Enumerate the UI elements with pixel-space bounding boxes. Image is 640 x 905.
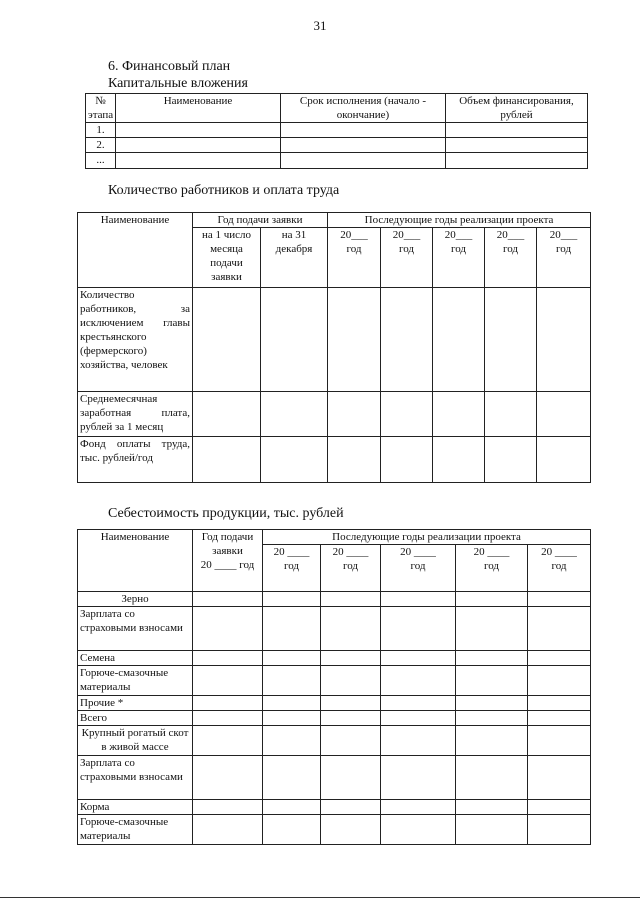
table-row	[78, 696, 591, 711]
table-row	[78, 607, 591, 651]
table-row	[86, 138, 588, 153]
header-first-day-of-month: на 1 число месяца подачи заявки	[193, 228, 261, 288]
header-subsequent-years: Последующие годы реализации проекта	[328, 213, 591, 228]
row-label: Горюче-смазочные материалы	[78, 666, 193, 696]
term-cell	[281, 153, 446, 169]
header-year-4: 20___ год	[485, 228, 537, 288]
header-application-year: Год подачи заявки 20 ____ год	[193, 530, 263, 592]
funding-cell	[446, 138, 588, 153]
row-label: Корма	[78, 800, 193, 815]
header-year-3: 20___ год	[433, 228, 485, 288]
page-number: 31	[313, 18, 327, 33]
header-year-3: 20 ____ год	[381, 545, 456, 592]
header-year-1: 20 ____ год	[263, 545, 321, 592]
funding-cell	[446, 123, 588, 138]
header-december-31: на 31 декабря	[261, 228, 328, 288]
page-bottom-divider	[0, 897, 640, 898]
name-cell	[116, 153, 281, 169]
header-subsequent-years: Последующие годы реализации проекта	[263, 530, 591, 545]
stage-number: 2.	[86, 138, 116, 153]
cost-title: Себестоимость продукции, тыс. рублей	[108, 506, 344, 521]
header-name: Наименование	[78, 530, 193, 592]
header-name: Наименование	[116, 94, 281, 123]
header-year-5: 20___ год	[537, 228, 591, 288]
table-row	[78, 756, 591, 800]
row-label-wage-fund: Фонд оплаты труда, тыс. рублей/год	[78, 437, 193, 483]
workers-table	[77, 212, 591, 483]
row-label-average-salary: Среднемесячная заработная плата, рублей за 1 месяц	[78, 392, 193, 437]
table-row	[78, 288, 591, 392]
table-row	[86, 123, 588, 138]
table-row	[78, 437, 591, 483]
header-year-4: 20 ____ год	[456, 545, 528, 592]
table-row	[78, 726, 591, 756]
header-term: Срок исполнения (начало - окончание)	[281, 94, 446, 123]
row-label: Зарплата со страховыми взносами	[78, 607, 193, 651]
row-label: Всего	[78, 711, 193, 726]
table-row	[78, 592, 591, 607]
row-label-workers-count: Количество работников, за исключением главы крестьянского (фермерского) хозяйства, человек	[78, 288, 193, 392]
header-stage-number: № этапа	[86, 94, 116, 123]
term-cell	[281, 123, 446, 138]
term-cell	[281, 138, 446, 153]
row-label: Горюче-смазочные материалы	[78, 815, 193, 845]
header-funding-volume: Объем финансирования, рублей	[446, 94, 588, 123]
row-label: Семена	[78, 651, 193, 666]
header-year-2: 20 ____ год	[321, 545, 381, 592]
table-row	[86, 153, 588, 169]
row-label: Прочие *	[78, 696, 193, 711]
header-application-year: Год подачи заявки	[193, 213, 328, 228]
header-year-5: 20 ____ год	[528, 545, 591, 592]
stage-number: ...	[86, 153, 116, 169]
section-title: 6. Финансовый план	[108, 59, 231, 74]
funding-cell	[446, 153, 588, 169]
table-row	[78, 666, 591, 696]
name-cell	[116, 138, 281, 153]
group-label-cattle: Крупный рогатый скот в живой массе	[78, 726, 193, 756]
group-label-grain: Зерно	[78, 592, 193, 607]
header-name: Наименование	[78, 213, 193, 288]
row-label: Зарплата со страховыми взносами	[78, 756, 193, 800]
stage-number: 1.	[86, 123, 116, 138]
capital-investments-title: Капитальные вложения	[108, 76, 248, 91]
capital-investments-table	[85, 93, 588, 169]
table-row	[78, 651, 591, 666]
name-cell	[116, 123, 281, 138]
header-year-2: 20___ год	[381, 228, 433, 288]
cost-table	[77, 529, 591, 845]
table-row	[78, 800, 591, 815]
table-row	[78, 711, 591, 726]
header-year-1: 20___ год	[328, 228, 381, 288]
workers-title: Количество работников и оплата труда	[108, 183, 340, 198]
table-row	[78, 815, 591, 845]
table-row	[78, 392, 591, 437]
